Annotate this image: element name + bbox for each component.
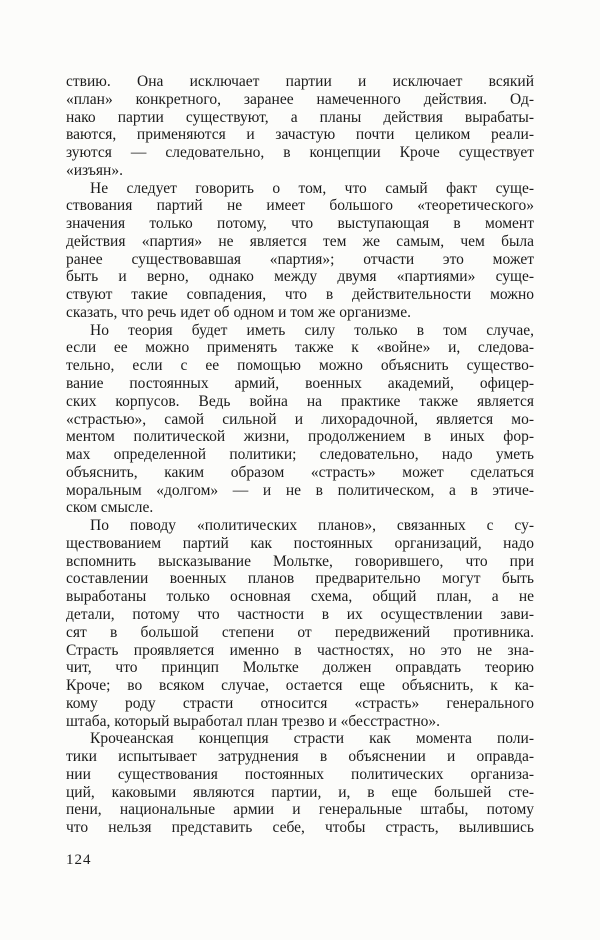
- text-line: ствования партий не имеет большого «теоретического»: [66, 197, 534, 215]
- text-line: тики испытывает затруднения в объяснении и оправда-: [66, 748, 534, 766]
- text-line: действия «партия» не является тем же самым, чем была: [66, 232, 534, 250]
- paragraph: [66, 730, 534, 837]
- text-line: «изъян».: [66, 161, 123, 179]
- text-line: моральным «долгом» — и не в политическом, а в этиче-: [66, 481, 534, 499]
- paragraph: [66, 73, 534, 180]
- text-line: чит, что принцип Мольтке должен оправдать теорию: [66, 659, 534, 677]
- text-line: объяснить, каким образом «страсть» может сделаться: [66, 463, 534, 481]
- paragraph: [66, 517, 534, 730]
- text-line: ствуют такие совпадения, что в действительности можно: [66, 286, 534, 304]
- text-line: ских корпусов. Ведь война на практике также является: [66, 392, 534, 410]
- text-line: вание постоянных армий, военных академий, офицер-: [66, 375, 534, 393]
- text-line: что нельзя представить себе, чтобы страсть, вылившись: [66, 819, 534, 837]
- paragraph: [66, 180, 534, 322]
- text-line: Но теория будет иметь силу только в том случае,: [90, 321, 534, 339]
- text-line: «план» конкретного, заранее намеченного действия. Од-: [66, 90, 534, 108]
- text-line: Кроче; во всяком случае, остается еще объяснить, к ка-: [66, 677, 534, 695]
- text-line: штаба, который выработал план трезво и «бесстрастно».: [66, 712, 440, 730]
- text-line: выработаны только основная схема, общий план, а не: [66, 588, 534, 606]
- text-line: ваются, применяются и зачастую почти целиком реали-: [66, 126, 534, 144]
- text-line: нии существования постоянных политических организа-: [66, 765, 534, 783]
- text-line: ском смысле.: [66, 499, 154, 517]
- text-line: мах определенной политики; следовательно, надо уметь: [66, 446, 534, 464]
- text-line: вспомнить высказывание Мольтке, говорившего, что при: [66, 552, 534, 570]
- text-line: зуются — следовательно, в концепции Кроче существует: [66, 144, 534, 162]
- text-line: «страстью», самой сильной и лихорадочной, является мо-: [66, 410, 534, 428]
- text-line: Страсть проявляется именно в частностях, но это не зна-: [66, 641, 534, 659]
- text-block: [66, 73, 534, 837]
- text-line: кому роду страсти относится «страсть» генерального: [66, 694, 534, 712]
- text-line: нако партии существуют, а планы действия вырабаты-: [66, 108, 534, 126]
- text-line: ствию. Она исключает партии и исключает всякий: [66, 73, 534, 90]
- text-line: составлении военных планов предварительно могут быть: [66, 570, 534, 588]
- text-line: ществованием партий как постоянных организаций, надо: [66, 534, 534, 552]
- text-line: тельно, если с ее помощью можно объяснить существо-: [66, 357, 534, 375]
- text-line: ранее существовавшая «партия»; отчасти это может: [66, 250, 534, 268]
- text-line: ментом политической жизни, продолжением в иных фор-: [66, 428, 534, 446]
- text-line: значения только потому, что выступающая в момент: [66, 215, 534, 233]
- text-line: если ее можно применять также к «войне» и, следова-: [66, 339, 534, 357]
- text-line: быть и верно, однако между двумя «партиями» суще-: [66, 268, 534, 286]
- text-line: сказать, что речь идет об одном и том же организме.: [66, 303, 411, 321]
- text-line: Не следует говорить о том, что самый факт суще-: [90, 179, 534, 197]
- text-line: пени, национальные армии и генеральные штабы, потому: [66, 801, 534, 819]
- text-line: Крочеанская концепция страсти как момента поли-: [90, 730, 534, 748]
- paragraph: [66, 322, 534, 517]
- page-number: 124: [66, 852, 92, 868]
- text-line: По поводу «политических планов», связанных с су-: [90, 517, 534, 535]
- text-line: ций, каковыми являются партии, и, в еще большей сте-: [66, 783, 534, 801]
- text-line: детали, потому что частности в их осуществлении зави-: [66, 605, 534, 623]
- text-line: сят в большой степени от передвижений противника.: [66, 623, 534, 641]
